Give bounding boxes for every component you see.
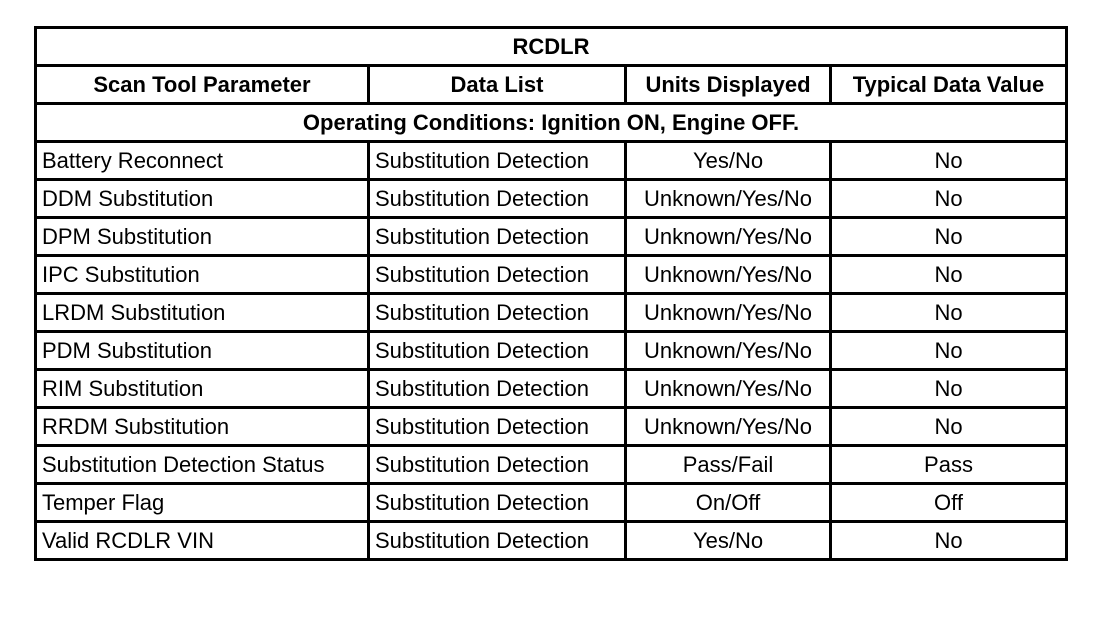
cell-typical-value: Off: [831, 484, 1067, 522]
cell-typical-value: No: [831, 522, 1067, 560]
cell-parameter: DDM Substitution: [36, 180, 369, 218]
operating-conditions: Operating Conditions: Ignition ON, Engine OFF.: [36, 104, 1067, 142]
cell-parameter: Battery Reconnect: [36, 142, 369, 180]
cell-data-list: Substitution Detection: [369, 180, 626, 218]
table-row: [36, 218, 1067, 256]
scan-tool-data-table: [34, 26, 1068, 561]
cell-parameter: RRDM Substitution: [36, 408, 369, 446]
table-row: [36, 256, 1067, 294]
cell-parameter: DPM Substitution: [36, 218, 369, 256]
table-row: [36, 446, 1067, 484]
column-header-typical-value: Typical Data Value: [831, 66, 1067, 104]
table-row: [36, 142, 1067, 180]
cell-parameter: RIM Substitution: [36, 370, 369, 408]
table-title: RCDLR: [36, 28, 1067, 66]
cell-data-list: Substitution Detection: [369, 446, 626, 484]
cell-data-list: Substitution Detection: [369, 142, 626, 180]
column-header-units: Units Displayed: [626, 66, 831, 104]
cell-parameter: Substitution Detection Status: [36, 446, 369, 484]
cell-typical-value: No: [831, 142, 1067, 180]
cell-typical-value: No: [831, 294, 1067, 332]
cell-data-list: Substitution Detection: [369, 370, 626, 408]
cell-typical-value: No: [831, 332, 1067, 370]
table-row: [36, 484, 1067, 522]
scan-tool-data-table-container: [34, 26, 1068, 561]
cell-parameter: LRDM Substitution: [36, 294, 369, 332]
cell-typical-value: No: [831, 180, 1067, 218]
cell-parameter: Temper Flag: [36, 484, 369, 522]
cell-units: Unknown/Yes/No: [626, 180, 831, 218]
cell-data-list: Substitution Detection: [369, 294, 626, 332]
cell-units: Unknown/Yes/No: [626, 332, 831, 370]
cell-units: Unknown/Yes/No: [626, 218, 831, 256]
cell-units: Unknown/Yes/No: [626, 408, 831, 446]
cell-typical-value: Pass: [831, 446, 1067, 484]
column-header-parameter: Scan Tool Parameter: [36, 66, 369, 104]
cell-data-list: Substitution Detection: [369, 218, 626, 256]
cell-typical-value: No: [831, 256, 1067, 294]
cell-parameter: Valid RCDLR VIN: [36, 522, 369, 560]
cell-units: Yes/No: [626, 522, 831, 560]
cell-parameter: IPC Substitution: [36, 256, 369, 294]
table-row: [36, 332, 1067, 370]
cell-units: On/Off: [626, 484, 831, 522]
cell-units: Yes/No: [626, 142, 831, 180]
cell-data-list: Substitution Detection: [369, 256, 626, 294]
cell-data-list: Substitution Detection: [369, 408, 626, 446]
operating-conditions-row: [36, 104, 1067, 142]
table-body: [36, 142, 1067, 560]
cell-typical-value: No: [831, 370, 1067, 408]
table-row: [36, 522, 1067, 560]
table-title-row: [36, 28, 1067, 66]
cell-data-list: Substitution Detection: [369, 522, 626, 560]
column-header-data-list: Data List: [369, 66, 626, 104]
cell-data-list: Substitution Detection: [369, 332, 626, 370]
table-row: [36, 294, 1067, 332]
cell-typical-value: No: [831, 218, 1067, 256]
cell-typical-value: No: [831, 408, 1067, 446]
cell-units: Unknown/Yes/No: [626, 256, 831, 294]
cell-data-list: Substitution Detection: [369, 484, 626, 522]
table-row: [36, 408, 1067, 446]
table-row: [36, 180, 1067, 218]
cell-units: Unknown/Yes/No: [626, 370, 831, 408]
cell-units: Pass/Fail: [626, 446, 831, 484]
cell-parameter: PDM Substitution: [36, 332, 369, 370]
cell-units: Unknown/Yes/No: [626, 294, 831, 332]
table-header-row: [36, 66, 1067, 104]
table-row: [36, 370, 1067, 408]
